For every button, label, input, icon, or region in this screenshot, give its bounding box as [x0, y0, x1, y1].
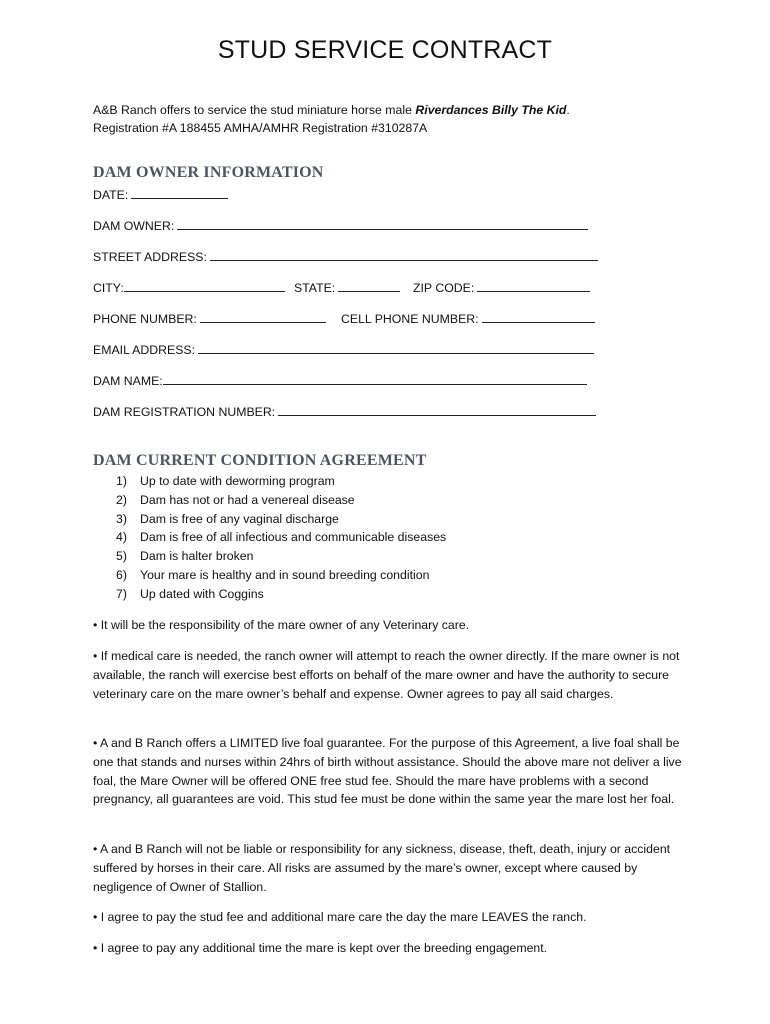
list-item [116, 510, 446, 529]
dam-registration-label: DAM REGISTRATION NUMBER: [93, 405, 276, 419]
dam-registration-field[interactable] [93, 405, 596, 419]
cell-phone-blank[interactable] [482, 312, 595, 323]
list-text: Dam is free of any vaginal discharge [140, 511, 339, 526]
phone-blank[interactable] [200, 312, 326, 323]
street-address-field[interactable] [93, 250, 598, 264]
term-medical-care: • If medical care is needed, the ranch owner will attempt to reach the owner directly. If the mare owner is not available, the ranch will exercise best efforts on behalf of the mare owner and have the authority to secure veterinary care on the mare owner’s behalf and expense. Owner agrees to pay all said charges. [93, 649, 680, 701]
list-number: 3) [116, 511, 127, 526]
intro-suffix: . [566, 103, 570, 117]
intro-text [93, 101, 693, 137]
term-live-foal-guarantee: • A and B Ranch offers a LIMITED live foal guarantee. For the purpose of this Agreement, a live foal shall be one that stands and nurses within 24hrs of birth without assistance. Should the above mare not deliver a live foal, the Mare Owner will be offered ONE free stud fee. Should the mare have problems with a second pregnancy, all guarantees are void. This stud fee must be done within the same year the mare lost her foal. [93, 736, 682, 807]
dam-owner-label: DAM OWNER: [93, 219, 175, 233]
state-label: STATE: [294, 281, 336, 295]
list-number: 6) [116, 567, 127, 582]
date-field[interactable] [93, 188, 228, 202]
phone-field[interactable] [93, 312, 326, 326]
dam-registration-blank[interactable] [278, 405, 596, 416]
list-item [116, 491, 446, 510]
intro-line-2: Registration #A 188455 AMHA/AMHR Registration #310287A [93, 121, 428, 135]
cell-phone-label: CELL PHONE NUMBER: [341, 312, 479, 326]
list-number: 4) [116, 530, 127, 545]
list-item [116, 566, 446, 585]
list-number: 7) [116, 586, 127, 601]
email-label: EMAIL ADDRESS: [93, 343, 196, 357]
city-field[interactable] [93, 281, 285, 295]
list-text: Your mare is healthy and in sound breeding condition [140, 567, 430, 582]
street-address-blank[interactable] [210, 250, 598, 261]
cell-phone-field[interactable] [341, 312, 595, 326]
condition-agreement-heading: DAM CURRENT CONDITION AGREEMENT [93, 452, 427, 469]
term-liability: • A and B Ranch will not be liable or responsibility for any sickness, disease, theft, death, injury or accident suffered by horses in their care. All risks are assumed by the mare’s owner, except where caused by negligence of Owner of Stallion. [93, 842, 671, 894]
list-number: 2) [116, 492, 127, 507]
dam-owner-heading: DAM OWNER INFORMATION [93, 164, 324, 181]
list-number: 1) [116, 474, 127, 488]
dam-name-label: DAM NAME: [93, 374, 163, 388]
dam-name-blank[interactable] [163, 374, 587, 385]
date-label: DATE: [93, 188, 129, 202]
city-label: CITY: [93, 281, 124, 295]
list-item [116, 528, 446, 547]
state-field[interactable] [294, 281, 400, 295]
dam-name-field[interactable] [93, 374, 587, 388]
email-blank[interactable] [198, 343, 594, 354]
list-text: Up dated with Coggins [140, 586, 264, 601]
date-blank[interactable] [131, 188, 228, 199]
intro-line-1 [93, 101, 693, 119]
list-text: Dam is free of all infectious and communicable diseases [140, 530, 447, 545]
zip-field[interactable] [413, 281, 590, 295]
zip-label: ZIP CODE: [413, 281, 475, 295]
term-vet-care: • It will be the responsibility of the mare owner of any Veterinary care. [93, 618, 470, 632]
dam-owner-blank[interactable] [177, 219, 588, 230]
city-blank[interactable] [124, 281, 285, 292]
phone-label: PHONE NUMBER: [93, 312, 197, 326]
list-number: 5) [116, 549, 127, 564]
state-blank[interactable] [338, 281, 400, 292]
list-item [116, 585, 446, 604]
term-payment: • I agree to pay the stud fee and additional mare care the day the mare LEAVES the ranch. [93, 910, 587, 924]
list-text: Dam is halter broken [140, 549, 254, 564]
condition-list [116, 472, 446, 604]
stallion-name: Riverdances Billy The Kid [415, 103, 567, 117]
list-text: Dam has not or had a venereal disease [140, 492, 355, 507]
list-item [116, 472, 446, 491]
zip-blank[interactable] [477, 281, 590, 292]
list-item [116, 547, 446, 566]
street-address-label: STREET ADDRESS: [93, 250, 207, 264]
email-field[interactable] [93, 343, 594, 357]
dam-owner-field[interactable] [93, 219, 588, 233]
list-text: Up to date with deworming program [140, 474, 335, 488]
page-title: STUD SERVICE CONTRACT [217, 36, 553, 64]
intro-prefix: A&B Ranch offers to service the stud miniature horse male [93, 103, 416, 117]
term-additional-time: • I agree to pay any additional time the mare is kept over the breeding engagement. [93, 941, 548, 955]
